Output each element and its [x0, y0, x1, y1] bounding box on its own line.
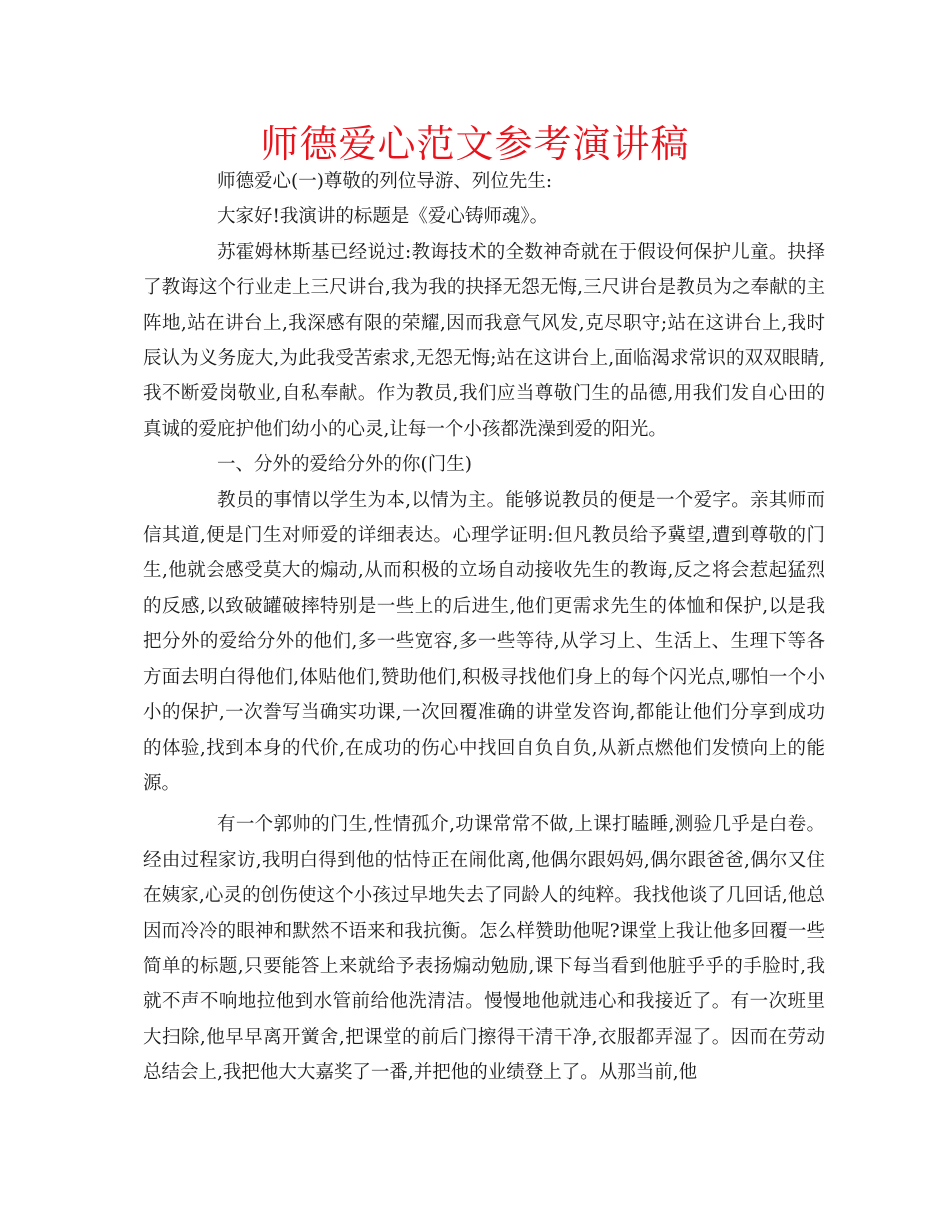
paragraph-teacher-work: 教员的事情以学生为本,以情为主。能够说教员的便是一个爱字。亲其师而信其道,便是门生对师爱的详细表达。心理学证明:但凡教员给予冀望,遭到尊敬的门生,他就会感受莫大的煽动,从而积极的立场自动接收先生的教诲,反之将会惹起猛烈的反感,以致破罐破摔特别是一些上的后进生,他们更需求先生的体恤和保护,以是我把分外的爱给分外的他们,多一些宽容,多一些等待,从学习上、生活上、生理下等各方面去明白得他们,体贴他们,赞助他们,积极寻找他们身上的每个闪光点,哪怕一个小小的保护,一次誊写当确实功课,一次回覆准确的讲堂发咨询,都能让他们分享到成功的体验,找到本身的代价,在成功的伤心中找回自负自负,从新点燃他们发愤向上的能源。	[143, 489, 825, 794]
paragraph-greeting: 师德爱心(一)尊敬的列位导游、列位先生:	[217, 171, 553, 192]
section-heading: 一、分外的爱给分外的你(门生)	[217, 454, 472, 476]
paragraph-student-story: 有一个郭帅的门生,性情孤介,功课常常不做,上课打瞌睡,测验几乎是白卷。经由过程家访,我明白得到他的怙恃正在闹仳离,他偶尔跟妈妈,偶尔跟爸爸,偶尔又住在姨家,心灵的创伤使这个小孩过早地失去了同龄人的纯粹。我找他谈了几回话,他总因而冷冷的眼神和默然不语来和我抗衡。怎么样赞助他呢?课堂上我让他多回覆一些简单的标题,只要能答上来就给予表扬煽动勉励,课下每当看到他脏乎乎的手脸时,我就不声不响地拉他到水管前给他洗清洁。慢慢地他就违心和我接近了。有一次班里大扫除,他早早离开黉舍,把课堂的前后门擦得干清干净,衣服都弄湿了。因而在劳动总结会上,我把他大大嘉奖了一番,并把他的业绩登上了。从那当前,他	[143, 814, 825, 1084]
document-body	[143, 164, 825, 1091]
paragraph-quote: 苏霍姆林斯基已经说过:教诲技术的全数神奇就在于假设何保护儿童。抉择了教诲这个行业走上三尺讲台,我为我的抉择无怨无悔,三尺讲台是教员为之奉献的主阵地,站在讲台上,我深感有限的荣耀,因而我意气风发,克尽职守;站在这讲台上,我时辰认为义务庞大,为此我受苦索求,无怨无悔;站在这讲台上,面临渴求常识的双双眼睛,我不断爱岗敬业,自私奉献。作为教员,我们应当尊敬门生的品德,用我们发自心田的真诚的爱庇护他们幼小的心灵,让每一个小孩都洗澡到爱的阳光。	[143, 241, 825, 440]
paragraph-intro: 大家好!我演讲的标题是《爱心铸师魂》。	[217, 206, 549, 228]
document-title: 师德爱心范文参考演讲稿	[260, 122, 690, 166]
